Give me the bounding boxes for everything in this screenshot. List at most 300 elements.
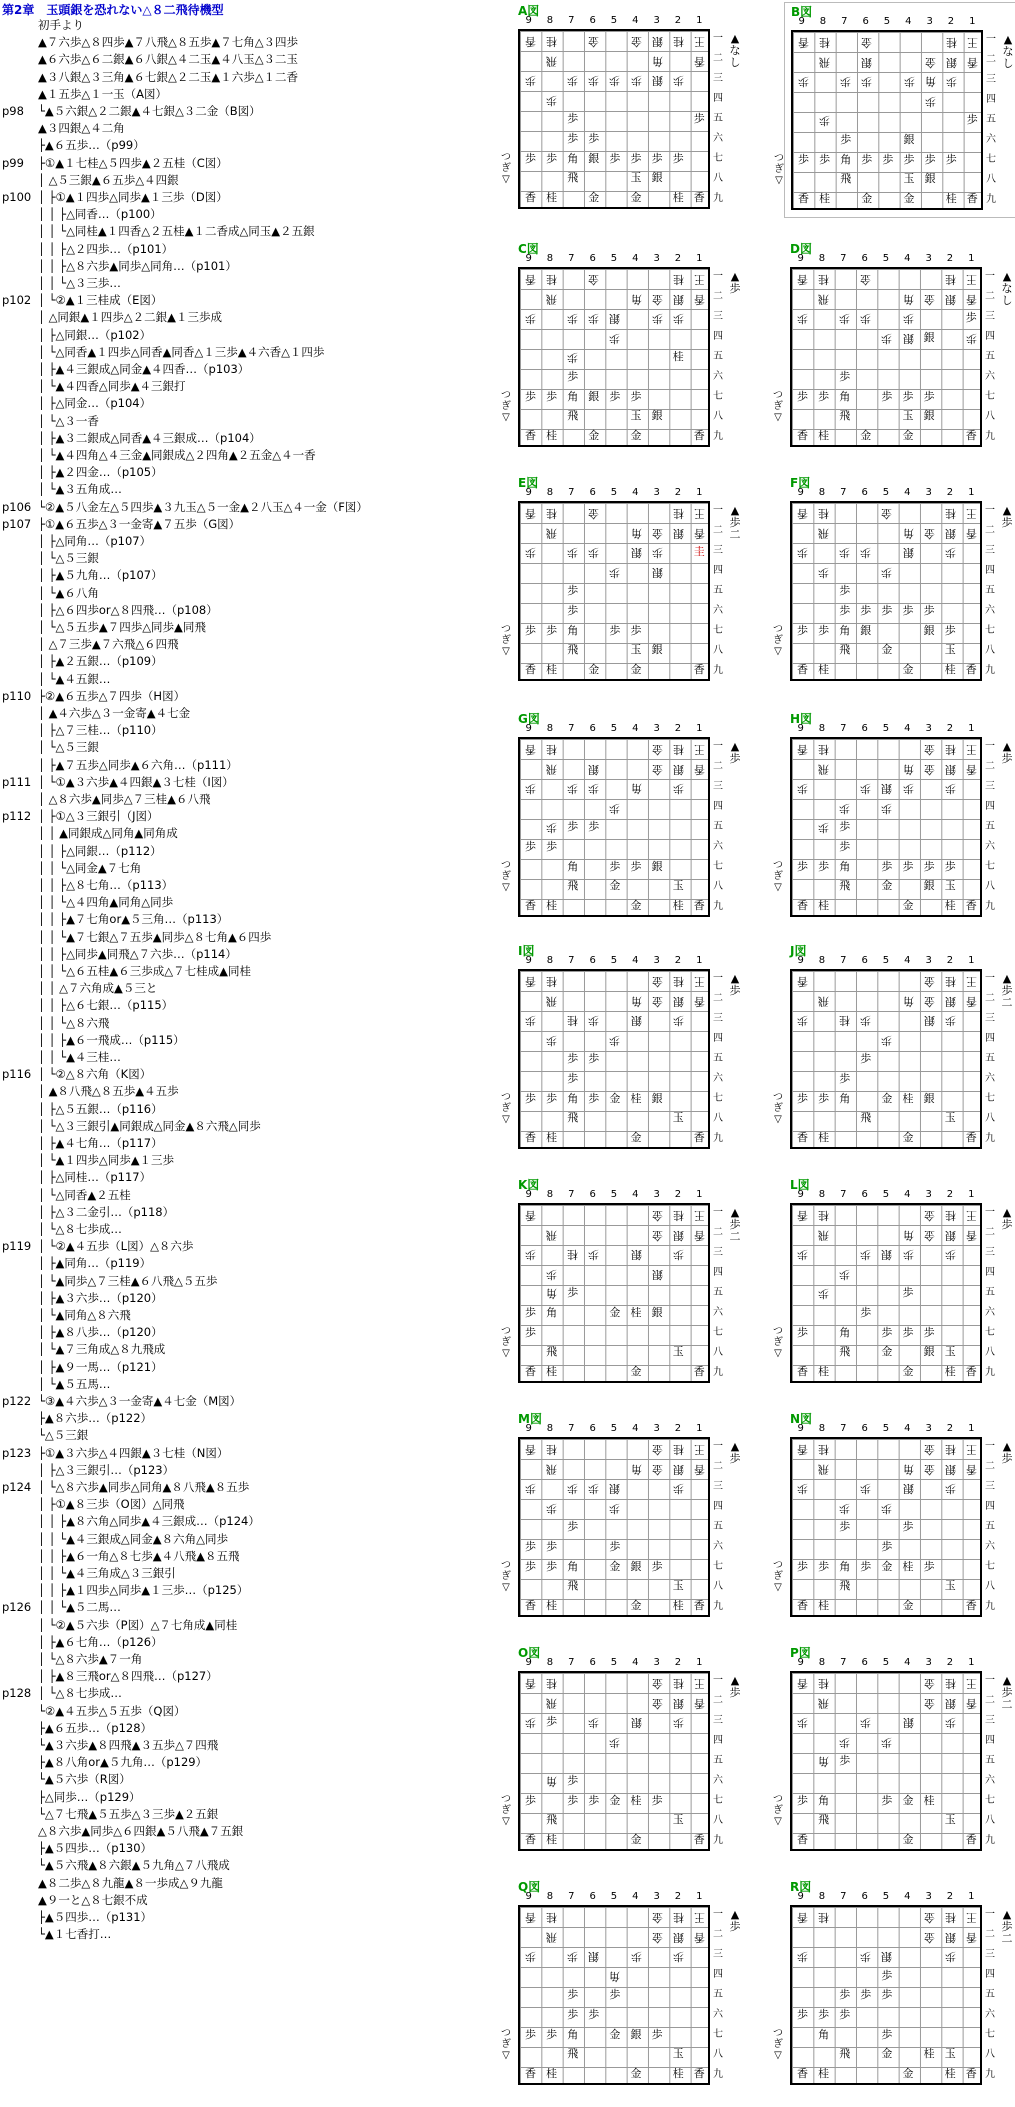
- shogi-piece: 桂: [546, 1364, 558, 1378]
- shogi-piece: 香: [965, 898, 977, 912]
- hand-pieces-gote: つぎ▽: [773, 624, 783, 657]
- tree-line: ▲３四銀△４二角: [38, 121, 125, 136]
- row-label: 三: [713, 1949, 723, 1960]
- shogi-piece: 香: [525, 1832, 536, 1846]
- board-title: M図: [518, 1412, 542, 1426]
- column-label: 7: [840, 1891, 847, 1902]
- row-label: 二: [713, 1695, 723, 1706]
- tree-line: ├▲５四歩…（p130）: [38, 1841, 153, 1856]
- shogi-piece: 香: [797, 662, 808, 676]
- row-label: 五: [985, 1521, 995, 1532]
- shogi-piece: 歩: [861, 152, 873, 166]
- shogi-piece: 銀: [588, 762, 600, 776]
- shogi-piece: 桂: [546, 743, 558, 756]
- shogi-piece: 歩: [609, 1501, 621, 1515]
- hand-pieces-gote: つぎ▽: [501, 860, 511, 893]
- tree-line: │ │ ├▲６一飛成…（p115）: [38, 1032, 185, 1047]
- shogi-piece: 金: [902, 662, 914, 676]
- shogi-piece: 桂: [944, 1677, 956, 1690]
- shogi-piece: 歩: [798, 75, 809, 89]
- column-label: 3: [653, 723, 660, 734]
- row-label: 五: [713, 821, 723, 832]
- shogi-piece: 桂: [944, 507, 956, 520]
- hand-pieces-sente: ▲なし: [1001, 270, 1013, 307]
- shogi-piece: 歩: [839, 312, 851, 326]
- column-label: 7: [841, 16, 848, 27]
- shogi-piece: 歩: [672, 1482, 684, 1496]
- tree-line: ├▲６五歩…（p128）: [38, 1720, 153, 1735]
- hand-pieces-sente: ▲歩: [1001, 1206, 1013, 1231]
- row-label: 八: [713, 411, 723, 422]
- row-label: 五: [713, 1989, 723, 2000]
- shogi-piece: 歩: [924, 152, 936, 166]
- tree-line: └▲５六銀△２二銀▲４七銀△３二金（B図）: [38, 104, 261, 118]
- shogi-piece: 銀: [923, 1345, 935, 1359]
- row-label: 三: [985, 1715, 995, 1726]
- shogi-piece: 銀: [588, 389, 600, 403]
- shogi-piece: 歩: [567, 1774, 579, 1787]
- board-diagram: [773, 1644, 1015, 1858]
- board-row-labels: [985, 969, 999, 1149]
- shogi-piece: 香: [797, 273, 808, 286]
- tree-line: │ ├▲３二銀成△同香▲４三銀成…（p104）: [38, 430, 261, 445]
- hand-pieces-sente: ▲歩二: [729, 504, 741, 541]
- page-marker: p112: [2, 809, 32, 824]
- shogi-piece: 歩: [881, 859, 893, 873]
- row-label: 三: [985, 1481, 995, 1492]
- tree-line: ▲１五歩△１一玉（A図）: [38, 86, 168, 101]
- column-label: 6: [861, 487, 868, 498]
- row-label: 一: [713, 973, 723, 984]
- tree-line: │ ▲４六歩△３一金寄▲４七金: [38, 706, 191, 720]
- tree-line: │ └▲１四歩△同歩▲１三歩: [38, 1153, 175, 1168]
- column-label: 6: [861, 1657, 868, 1668]
- row-label: 四: [985, 1735, 995, 1746]
- row-label: 四: [985, 331, 995, 342]
- shogi-piece: 金: [630, 35, 642, 48]
- column-label: 3: [925, 253, 932, 264]
- shogi-piece: 王: [965, 1677, 977, 1690]
- column-label: 6: [861, 955, 868, 966]
- row-label: 七: [713, 1327, 723, 1338]
- row-label: 八: [985, 645, 995, 656]
- row-label: 七: [713, 1561, 723, 1572]
- shogi-piece: 歩: [525, 1793, 536, 1807]
- shogi-piece: 歩: [546, 1267, 558, 1281]
- shogi-piece: 歩: [881, 565, 893, 579]
- row-label: 七: [713, 625, 723, 636]
- shogi-piece: 金: [902, 1598, 914, 1612]
- hand-pieces-gote: つぎ▽: [501, 1326, 511, 1359]
- shogi-piece: 歩: [944, 546, 956, 560]
- row-label: 三: [713, 73, 723, 84]
- column-label: 2: [674, 1891, 682, 1902]
- shogi-piece: 歩: [966, 113, 978, 127]
- shogi-piece: 歩: [588, 132, 600, 145]
- shogi-piece: 角: [818, 1755, 830, 1769]
- tree-line: │ └②▲１三桂成（E図）: [38, 293, 163, 308]
- shogi-piece: 歩: [797, 1716, 808, 1730]
- column-label: 6: [589, 1189, 596, 1200]
- hand-pieces-gote: つぎ▽: [501, 390, 511, 423]
- shogi-piece: 歩: [546, 2027, 558, 2041]
- shogi-piece: 香: [693, 662, 705, 676]
- row-label: 一: [985, 1675, 995, 1686]
- tree-line: △８六歩▲同歩△６四銀▲５八飛▲７五銀: [38, 1824, 244, 1838]
- column-label: 4: [904, 1189, 911, 1200]
- board-row-labels: [986, 30, 1000, 210]
- shogi-piece: 歩: [797, 623, 808, 637]
- shogi-piece: 香: [525, 190, 536, 204]
- tree-line: │ │ ├△８六歩▲同歩△同角…（p101）: [38, 258, 237, 273]
- shogi-piece: 飛: [546, 762, 558, 776]
- shogi-piece: 銀: [923, 1091, 935, 1105]
- board-grid: [518, 969, 710, 1149]
- row-label: 七: [713, 1093, 723, 1104]
- tree-line: │ ├▲同角…（p119）: [38, 1256, 152, 1271]
- shogi-piece: 角: [630, 1462, 642, 1476]
- shogi-piece: 角: [902, 292, 914, 306]
- shogi-piece: 香: [798, 36, 809, 49]
- shogi-piece: 飛: [546, 994, 558, 1008]
- tree-line: ├②▲６五歩△７四歩（H図）: [38, 688, 186, 703]
- board-row-labels: [713, 1905, 727, 2085]
- shogi-piece: 歩: [588, 546, 600, 560]
- column-label: 7: [568, 1189, 575, 1200]
- shogi-piece: 角: [567, 1091, 579, 1105]
- shogi-piece: 桂: [546, 1677, 558, 1690]
- row-label: 一: [713, 33, 723, 44]
- shogi-piece: 香: [525, 1364, 536, 1378]
- shogi-piece: 歩: [903, 75, 915, 89]
- row-label: 二: [713, 525, 723, 536]
- column-label: 3: [925, 955, 932, 966]
- shogi-piece: 歩: [860, 1248, 872, 1262]
- shogi-piece: 歩: [797, 312, 808, 326]
- shogi-piece: 桂: [567, 1014, 579, 1028]
- shogi-piece: 金: [881, 1345, 893, 1359]
- tree-line: │ ├▲６七角…（p126）: [38, 1634, 163, 1649]
- shogi-piece: 王: [693, 1911, 705, 1924]
- shogi-piece: 歩: [881, 331, 893, 345]
- board-title: A図: [518, 4, 540, 18]
- shogi-piece: 歩: [797, 782, 808, 796]
- shogi-piece: 歩: [944, 623, 956, 637]
- shogi-piece: 飛: [818, 762, 830, 776]
- board-column-labels: [790, 1891, 982, 1905]
- shogi-piece: 銀: [672, 292, 684, 306]
- shogi-piece: 歩: [860, 1988, 872, 2002]
- shogi-piece: 香: [965, 1364, 977, 1378]
- hand-pieces-sente: ▲歩二: [729, 1206, 741, 1243]
- shogi-piece: 歩: [588, 820, 600, 834]
- shogi-piece: 香: [693, 526, 705, 540]
- shogi-piece: 銀: [944, 292, 956, 306]
- shogi-piece: 銀: [672, 1462, 684, 1476]
- hand-pieces-gote: つぎ▽: [501, 1092, 511, 1125]
- column-label: 9: [525, 1891, 532, 1902]
- shogi-piece: 角: [630, 526, 642, 540]
- shogi-piece: 歩: [588, 1793, 600, 1807]
- column-label: 9: [797, 723, 804, 734]
- tree-line: │ └▲４五銀…: [38, 671, 111, 686]
- shogi-piece: 歩: [881, 1033, 893, 1047]
- shogi-piece: 飛: [567, 1111, 579, 1125]
- board-diagram: [773, 1878, 1015, 2092]
- shogi-piece: 銀: [672, 1228, 684, 1242]
- column-label: 3: [653, 1657, 660, 1668]
- shogi-piece: 金: [923, 292, 935, 306]
- tree-line: │ └①▲３六歩▲４四銀▲３七桂（I図）: [38, 774, 234, 789]
- shogi-piece: 飛: [818, 526, 830, 540]
- shogi-piece: 歩: [567, 1950, 579, 1964]
- row-label: 四: [713, 93, 723, 104]
- tree-line: │ △同銀▲１四歩△２二銀▲１三歩成: [38, 310, 222, 325]
- shogi-piece: 桂: [819, 191, 831, 205]
- board-diagram: [773, 1176, 1015, 1390]
- column-label: 7: [568, 15, 575, 26]
- tree-line: └②▲５八金左△５四歩▲３九玉△５一金▲２八玉△４一金（F図）: [38, 499, 368, 514]
- shogi-piece: 香: [797, 1364, 808, 1378]
- column-label: 3: [653, 487, 660, 498]
- shogi-piece: 銀: [609, 1482, 621, 1496]
- shogi-piece: 香: [693, 1832, 705, 1846]
- column-label: 5: [882, 1657, 890, 1668]
- shogi-piece: 銀: [881, 1950, 893, 1964]
- shogi-piece: 銀: [651, 565, 663, 579]
- column-label: 3: [653, 1423, 660, 1434]
- shogi-piece: 銀: [923, 330, 935, 344]
- hand-pieces-gote: つぎ▽: [501, 1794, 511, 1827]
- row-label: 六: [713, 133, 723, 144]
- shogi-piece: 桂: [923, 2047, 935, 2061]
- column-label: 2: [946, 253, 954, 264]
- row-label: 五: [713, 1287, 723, 1298]
- shogi-piece: 歩: [860, 1306, 872, 1319]
- shogi-piece: 飛: [546, 292, 558, 306]
- shogi-piece: 歩: [525, 2027, 536, 2041]
- shogi-piece: 香: [965, 662, 977, 676]
- shogi-piece: 歩: [797, 1014, 808, 1028]
- board-title: N図: [790, 1412, 813, 1426]
- column-label: 5: [610, 723, 618, 734]
- shogi-piece: 金: [860, 428, 872, 442]
- shogi-piece: 金: [923, 1443, 935, 1456]
- shogi-piece: 飛: [839, 409, 851, 423]
- shogi-piece: 桂: [546, 1443, 558, 1456]
- shogi-piece: 銀: [944, 1696, 956, 1710]
- shogi-piece: 王: [965, 975, 977, 988]
- shogi-piece: 香: [693, 1364, 705, 1378]
- shogi-piece: 桂: [818, 1677, 830, 1690]
- row-label: 三: [985, 311, 995, 322]
- shogi-piece: 香: [965, 428, 977, 442]
- row-label: 九: [713, 1133, 723, 1144]
- tree-line: 初手より: [38, 18, 84, 32]
- shogi-piece: 歩: [651, 1793, 663, 1807]
- column-label: 8: [546, 1891, 554, 1902]
- shogi-piece: 王: [966, 36, 978, 49]
- column-label: 8: [818, 253, 826, 264]
- board-row-labels: [713, 1671, 727, 1851]
- shogi-piece: 香: [965, 1598, 977, 1612]
- row-label: 二: [713, 1227, 723, 1238]
- column-label: 2: [674, 1189, 682, 1200]
- column-label: 9: [525, 253, 532, 264]
- hand-pieces-gote: つぎ▽: [501, 2028, 511, 2061]
- shogi-piece: 歩: [839, 1267, 851, 1281]
- shogi-piece: 歩: [839, 820, 851, 834]
- row-label: 九: [985, 665, 995, 676]
- shogi-piece: 香: [525, 1209, 536, 1222]
- board-title: D図: [790, 242, 812, 256]
- column-label: 6: [589, 1891, 596, 1902]
- shogi-piece: 香: [693, 2066, 705, 2080]
- page-marker: p126: [2, 1600, 32, 1615]
- hand-pieces-gote: つぎ▽: [501, 1560, 511, 1593]
- shogi-piece: 金: [902, 898, 914, 912]
- shogi-piece: 歩: [651, 1559, 663, 1573]
- shogi-piece: 銀: [902, 546, 914, 560]
- row-label: 六: [713, 1775, 723, 1786]
- page-marker: p119: [2, 1239, 32, 1254]
- shogi-piece: 歩: [839, 546, 851, 560]
- tree-line: │ △５三銀▲６五歩△４四銀: [38, 172, 179, 187]
- column-label: 1: [696, 955, 703, 966]
- board-grid: [518, 1671, 710, 1851]
- row-label: 七: [985, 625, 995, 636]
- shogi-piece: 歩: [839, 604, 851, 617]
- column-label: 3: [926, 16, 933, 27]
- board-column-labels: [790, 1189, 982, 1203]
- shogi-piece: 桂: [818, 1598, 830, 1612]
- column-label: 5: [610, 487, 618, 498]
- board-grid: [791, 30, 983, 210]
- shogi-piece: 金: [881, 879, 893, 893]
- shogi-piece: 銀: [902, 1716, 914, 1730]
- column-label: 4: [632, 723, 639, 734]
- row-label: 七: [985, 1561, 995, 1572]
- tree-line: │ ├▲２四金…（p105）: [38, 465, 163, 480]
- column-label: 1: [968, 1891, 975, 1902]
- shogi-piece: 歩: [672, 782, 684, 796]
- row-label: 九: [985, 1835, 995, 1846]
- shogi-piece: 桂: [944, 2066, 956, 2080]
- shogi-piece: 金: [609, 1793, 621, 1807]
- column-label: 2: [674, 955, 682, 966]
- shogi-piece: 金: [651, 526, 663, 540]
- shogi-piece: 歩: [839, 1501, 851, 1515]
- shogi-piece: 桂: [546, 428, 558, 442]
- shogi-piece: 金: [651, 1677, 663, 1690]
- shogi-piece: 香: [525, 35, 536, 48]
- shogi-piece: 歩: [609, 151, 621, 165]
- shogi-piece: 銀: [630, 2027, 642, 2041]
- column-label: 4: [632, 955, 639, 966]
- shogi-piece: 金: [630, 898, 642, 912]
- tree-line: │ ├△同銀…（p102）: [38, 327, 152, 342]
- shogi-piece: 歩: [923, 1325, 935, 1339]
- shogi-piece: 歩: [902, 1286, 914, 1300]
- page-marker: p98: [2, 104, 24, 118]
- shogi-piece: 歩: [567, 546, 579, 560]
- tree-line: ▲３八銀△３三角▲６七銀△２二玉▲１六歩△１二香: [38, 69, 299, 84]
- shogi-piece: 桂: [818, 1443, 830, 1456]
- board-column-labels: [518, 1891, 710, 1905]
- shogi-piece: 歩: [881, 1793, 893, 1807]
- shogi-piece: 玉: [903, 172, 915, 186]
- shogi-piece: 飛: [818, 1813, 830, 1827]
- row-label: 二: [713, 291, 723, 302]
- row-label: 六: [713, 1073, 723, 1084]
- row-label: 四: [713, 801, 723, 812]
- shogi-piece: 歩: [797, 1091, 808, 1105]
- tree-line: │ │ └▲４三桂…: [38, 1050, 121, 1064]
- shogi-piece: 金: [923, 1209, 935, 1222]
- shogi-piece: 王: [965, 507, 977, 520]
- shogi-piece: 金: [651, 1462, 663, 1476]
- tree-line: │ ├▲５九角…（p107）: [38, 568, 163, 583]
- board-column-labels: [518, 487, 710, 501]
- board-diagram: [501, 1176, 744, 1390]
- row-label: 五: [713, 1755, 723, 1766]
- shogi-piece: 金: [903, 191, 915, 205]
- shogi-piece: 桂: [672, 1598, 684, 1612]
- board-diagram: [773, 474, 1015, 688]
- tree-line: │ └▲同歩△７三桂▲６八飛△５五歩: [38, 1273, 218, 1288]
- board-row-labels: [985, 267, 999, 447]
- shogi-piece: 歩: [965, 331, 977, 345]
- shogi-piece: 角: [839, 1325, 851, 1339]
- shogi-piece: 歩: [672, 74, 684, 88]
- shogi-piece: 銀: [651, 1091, 663, 1105]
- board-row-labels: [985, 1203, 999, 1383]
- shogi-piece: 歩: [609, 389, 621, 403]
- column-label: 5: [610, 1423, 618, 1434]
- shogi-piece: 歩: [588, 312, 600, 326]
- shogi-piece: 桂: [945, 191, 957, 205]
- shogi-piece: 金: [881, 643, 893, 657]
- column-label: 8: [818, 1891, 826, 1902]
- board-grid: [518, 29, 710, 209]
- shogi-piece: 歩: [945, 152, 957, 166]
- tree-line: │ │ └△４四角▲同角△同歩: [38, 895, 174, 910]
- page-marker: p102: [2, 293, 32, 308]
- column-label: 5: [883, 16, 891, 27]
- row-label: 六: [713, 1541, 723, 1552]
- shogi-piece: 歩: [525, 1482, 536, 1496]
- column-label: 4: [904, 487, 911, 498]
- shogi-piece: 歩: [839, 1988, 851, 2002]
- shogi-piece: 銀: [630, 1014, 642, 1028]
- row-label: 二: [713, 993, 723, 1004]
- page-marker: p123: [2, 1445, 32, 1460]
- shogi-piece: 香: [693, 1930, 705, 1944]
- tree-line: │ ├▲３六歩…（p120）: [38, 1290, 163, 1305]
- shogi-piece: 歩: [965, 311, 977, 325]
- shogi-piece: 銀: [609, 312, 621, 326]
- shogi-piece: 香: [525, 1911, 536, 1924]
- shogi-piece: 桂: [672, 898, 684, 912]
- column-label: 9: [525, 1423, 532, 1434]
- shogi-piece: 金: [651, 975, 663, 988]
- shogi-piece: 歩: [881, 1501, 893, 1515]
- shogi-piece: 歩: [567, 74, 579, 88]
- tree-line: │ │ └▲７七銀△７五歩▲同歩△８七角▲６四歩: [38, 929, 272, 944]
- column-label: 2: [946, 1189, 954, 1200]
- shogi-piece: 角: [630, 292, 642, 306]
- shogi-piece: 桂: [944, 743, 956, 756]
